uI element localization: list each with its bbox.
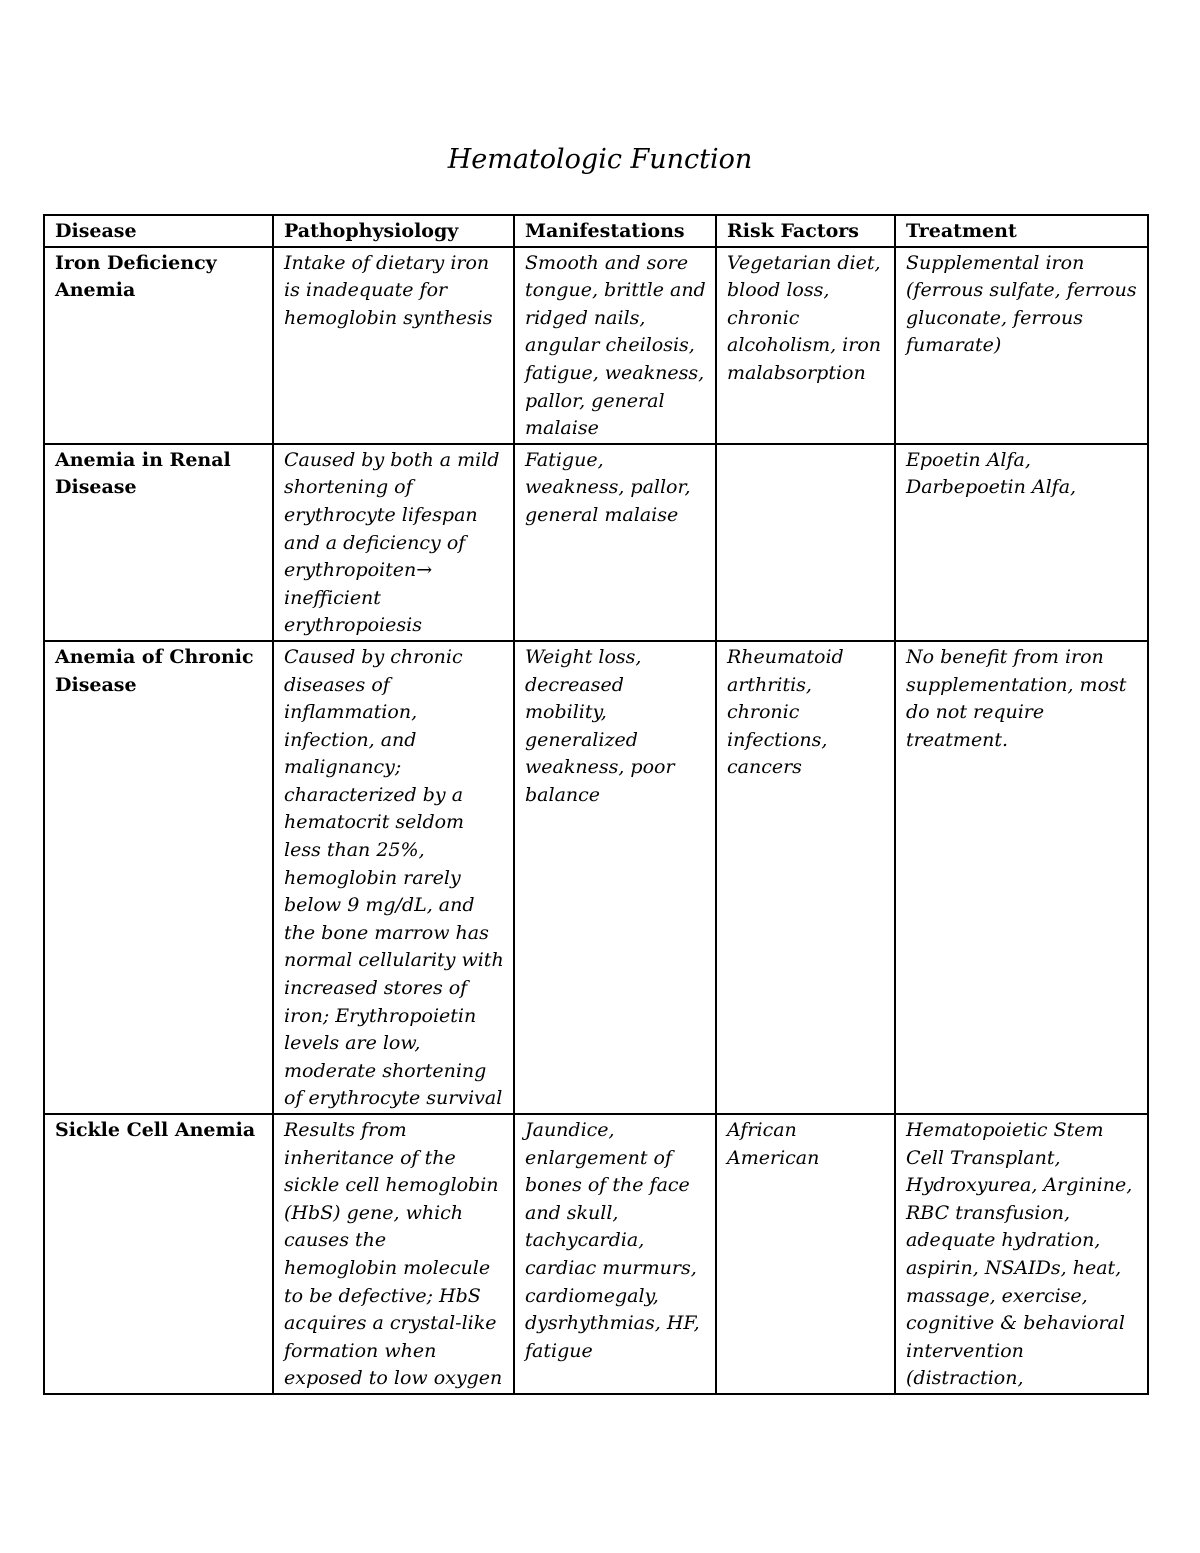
header-risk-factors: Risk Factors [716,215,895,247]
disease-cell: Sickle Cell Anemia [44,1114,273,1394]
treatment-cell: Supplemental iron (ferrous sulfate, ferrous gluconate, ferrous fumarate) [895,247,1148,444]
pathophysiology-text: Caused by both a mild shortening of erythrocyte lifespan and a deficiency of erythropoiten [284,448,500,582]
disease-cell: Anemia in Renal Disease [44,444,273,641]
right-arrow-icon: → [416,559,433,582]
pathophysiology-cell: Results from inheritance of the sickle cell hemoglobin (HbS) gene, which causes the hemoglobin molecule to be defective; HbS acquires a crystal-like formation when exposed to low oxygen [273,1114,514,1394]
manifestations-cell: Jaundice, enlargement of bones of the face and skull, tachycardia, cardiac murmurs, cardiomegaly, dysrhythmias, HF, fatigue [514,1114,716,1394]
disease-cell: Anemia of Chronic Disease [44,641,273,1114]
treatment-cell: Hematopoietic Stem Cell Transplant, Hydroxyurea, Arginine, RBC transfusion, adequate hydration, aspirin, NSAIDs, heat, massage, exercise, cognitive & behavioral intervention (distraction, [895,1114,1148,1394]
table-row [44,1114,1148,1394]
risk-factors-cell: Vegetarian diet, blood loss, chronic alcoholism, iron malabsorption [716,247,895,444]
table-header-row [44,215,1148,247]
risk-factors-cell [716,444,895,641]
manifestations-cell: Weight loss, decreased mobility, generalized weakness, poor balance [514,641,716,1114]
page-title: Hematologic Function [447,144,753,175]
pathophysiology-cell: Caused by chronic diseases of inflammation, infection, and malignancy; characterized by a hematocrit seldom less than 25%, hemoglobin rarely below 9 mg/dL, and the bone marrow has normal cellularity with increased stores of iron; Erythropoietin levels are low, moderate shortening of erythrocyte survival [273,641,514,1114]
header-manifestations: Manifestations [514,215,716,247]
header-pathophysiology: Pathophysiology [273,215,514,247]
disease-cell: Iron Deficiency Anemia [44,247,273,444]
table-row [44,444,1148,641]
treatment-cell: Epoetin Alfa, Darbepoetin Alfa, [895,444,1148,641]
pathophysiology-text: inefficient erythropoiesis [284,586,422,637]
manifestations-cell: Smooth and sore tongue, brittle and ridged nails, angular cheilosis, fatigue, weakness, pallor, general malaise [514,247,716,444]
pathophysiology-cell: Intake of dietary iron is inadequate for hemoglobin synthesis [273,247,514,444]
pathophysiology-cell [273,444,514,641]
header-disease: Disease [44,215,273,247]
header-treatment: Treatment [895,215,1148,247]
table-row [44,641,1148,1114]
table-row [44,247,1148,444]
risk-factors-cell: African American [716,1114,895,1394]
risk-factors-cell: Rheumatoid arthritis, chronic infections, cancers [716,641,895,1114]
treatment-cell: No benefit from iron supplementation, most do not require treatment. [895,641,1148,1114]
hematologic-table [43,214,1149,1395]
manifestations-cell: Fatigue, weakness, pallor, general malaise [514,444,716,641]
